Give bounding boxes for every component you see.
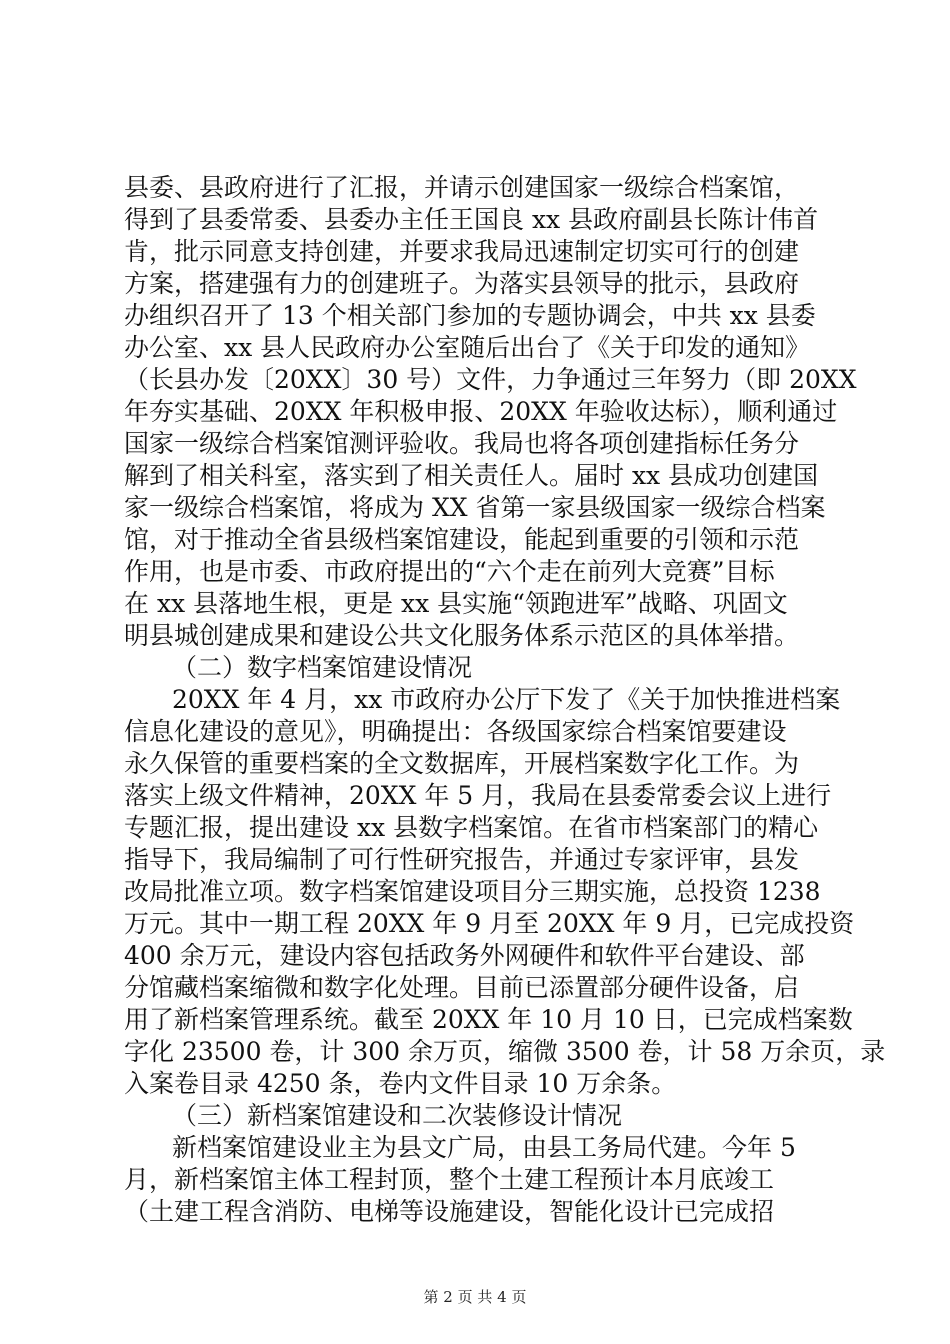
body-text-line: 万元。其中一期工程 20XX 年 9 月至 20XX 年 9 月，已完成投资 <box>124 909 855 938</box>
body-text-line: 家一级综合档案馆，将成为 XX 省第一家县级国家一级综合档案 <box>124 493 826 522</box>
body-text-line: 方案，搭建强有力的创建班子。为落实县领导的批示，县政府 <box>124 269 800 298</box>
body-text-line: 在 xx 县落地生根，更是 xx 县实施“领跑进军”战略、巩固文 <box>124 589 788 618</box>
page-number-footer: 第 2 页 共 4 页 <box>423 1288 527 1306</box>
body-text-line: 办公室、xx 县人民政府办公室随后出台了《关于印发的通知》 <box>124 333 811 362</box>
body-text-line: 信息化建设的意见》，明确提出：各级国家综合档案馆要建设 <box>124 717 787 746</box>
body-text-line: 专题汇报，提出建设 xx 县数字档案馆。在省市档案部门的精心 <box>124 813 819 842</box>
body-text-line: 肯，批示同意支持创建，并要求我局迅速制定切实可行的创建 <box>124 237 800 266</box>
body-text-line: 永久保管的重要档案的全文数据库，开展档案数字化工作。为 <box>124 749 800 778</box>
body-text-line: 落实上级文件精神，20XX 年 5 月，我局在县委常委会议上进行 <box>124 781 832 810</box>
section-heading: （三）新档案馆建设和二次装修设计情况 <box>172 1101 623 1130</box>
body-text-line: 办组织召开了 13 个相关部门参加的专题协调会，中共 xx 县委 <box>124 301 816 330</box>
body-text-line: 月，新档案馆主体工程封顶，整个土建工程预计本月底竣工 <box>124 1165 775 1194</box>
section-heading: （二）数字档案馆建设情况 <box>172 653 473 682</box>
body-text-line: 作用，也是市委、市政府提出的“六个走在前列大竞赛”目标 <box>124 557 775 586</box>
body-text-line: 得到了县委常委、县委办主任王国良 xx 县政府副县长陈计伟首 <box>124 205 819 234</box>
body-text-line: 国家一级综合档案馆测评验收。我局也将各项创建指标任务分 <box>124 429 800 458</box>
body-text-line: 解到了相关科室，落实到了相关责任人。届时 xx 县成功创建国 <box>124 461 819 490</box>
body-text-line: 馆，对于推动全省县级档案馆建设，能起到重要的引领和示范 <box>124 525 800 554</box>
body-text-line: 明县城创建成果和建设公共文化服务体系示范区的具体举措。 <box>124 621 800 650</box>
body-text-line: （长县办发〔20XX〕30 号）文件，力争通过三年努力（即 20XX <box>124 365 857 394</box>
body-text-line: 400 余万元，建设内容包括政务外网硬件和软件平台建设、部 <box>124 941 805 970</box>
body-text-line: 年夯实基础、20XX 年积极申报、20XX 年验收达标），顺利通过 <box>124 397 838 426</box>
body-text-line: 分馆藏档案缩微和数字化处理。目前已添置部分硬件设备，启 <box>124 973 800 1002</box>
body-text-line: 改局批准立项。数字档案馆建设项目分三期实施，总投资 1238 <box>124 877 821 906</box>
body-text-line: 用了新档案管理系统。截至 20XX 年 10 月 10 日，已完成档案数 <box>124 1005 853 1034</box>
body-text-line: 新档案馆建设业主为县文广局，由县工务局代建。今年 5 <box>172 1133 796 1162</box>
body-text-line: 字化 23500 卷，计 300 余万页，缩微 3500 卷，计 58 万余页，录 <box>124 1037 886 1066</box>
body-text-line: 县委、县政府进行了汇报，并请示创建国家一级综合档案馆， <box>124 173 800 202</box>
body-text-line: 入案卷目录 4250 条，卷内文件目录 10 万余条。 <box>124 1069 677 1098</box>
body-text-line: 指导下，我局编制了可行性研究报告，并通过专家评审，县发 <box>124 845 800 874</box>
body-text-line: （土建工程含消防、电梯等设施建设，智能化设计已完成招 <box>124 1197 775 1226</box>
body-text-line: 20XX 年 4 月，xx 市政府办公厅下发了《关于加快推进档案 <box>172 685 841 714</box>
